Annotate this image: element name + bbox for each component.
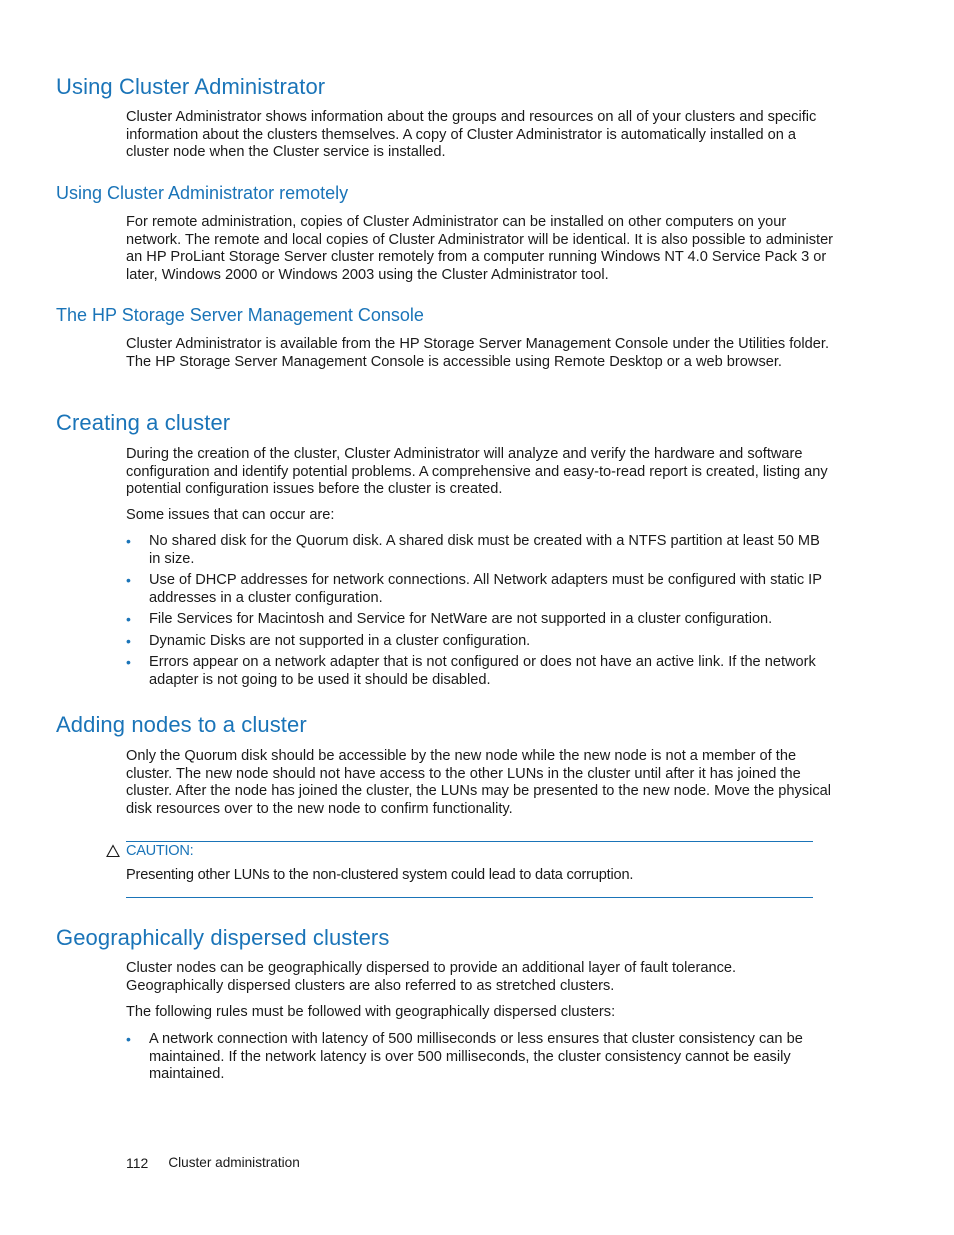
list-item [126, 1031, 826, 1084]
list-item [126, 572, 826, 607]
paragraph-using-cluster-administrator: Cluster Administrator shows information about the groups and resources on all of your clusters and specific information about the clusters themselves. A copy of Cluster Administrator is automatically installed on a cluster node when the Cluster service is installed. [126, 109, 817, 160]
bullet-dot-icon: • [126, 572, 131, 588]
list-item-text: A network connection with latency of 500 milliseconds or less ensures that cluster consistency can be maintained. If the network latency is over 500 milliseconds, the cluster consistency cannot be easily maintained. [149, 1031, 803, 1082]
list-item-text: Errors appear on a network adapter that is not configured or does not have an active link. If the network adapter is not going to be used it should be disabled. [149, 654, 816, 688]
chapter-title: Cluster administration [168, 1155, 300, 1170]
bullet-dot-icon: • [126, 654, 131, 670]
caution-triangle-icon [106, 844, 120, 858]
bullet-dot-icon: • [126, 632, 131, 649]
page-number: 112 [126, 1155, 149, 1171]
bullet-dot-icon: • [126, 533, 131, 549]
heading-using-cluster-administrator: Using Cluster Administrator [56, 74, 326, 99]
caution-bottom-rule [126, 897, 813, 898]
caution-top-rule [126, 841, 813, 842]
paragraph-management-console: Cluster Administrator is available from the HP Storage Server Management Console under the Utilities folder. The HP Storage Server Management Console is accessible using Remote Desktop or a web browser. [126, 336, 830, 370]
list-item-text: Use of DHCP addresses for network connections. All Network adapters must be configured with static IP addresses in a cluster configuration. [149, 572, 822, 606]
page-footer [126, 1155, 300, 1171]
list-item [126, 654, 826, 689]
heading-remote: Using Cluster Administrator remotely [56, 183, 349, 203]
rules-list [126, 1031, 826, 1084]
paragraph-adding-nodes: Only the Quorum disk should be accessible by the new node while the new node is not a member of the cluster. The new node should not have access to the other LUNs in the cluster until after it has joined the cluster. After the node has joined the cluster, the LUNs may be presented to the new node. Move the physical disk resources over to the new node to confirm functionality. [126, 748, 831, 817]
issues-list [126, 533, 826, 689]
heading-creating-cluster: Creating a cluster [56, 410, 231, 435]
paragraph-rules-intro: The following rules must be followed with geographically dispersed clusters: [126, 1004, 616, 1020]
bullet-dot-icon: • [126, 1031, 131, 1047]
paragraph-geographically-dispersed: Cluster nodes can be geographically dispersed to provide an additional layer of fault tolerance. Geographically dispersed clusters are also referred to as stretched clusters. [126, 960, 737, 994]
bullet-dot-icon: • [126, 611, 131, 627]
list-item [126, 611, 826, 629]
paragraph-remote: For remote administration, copies of Cluster Administrator can be installed on other computers on your network. The remote and local copies of Cluster Administrator will be identical. It is also possible to administer an HP ProLiant Storage Server cluster remotely from a computer running Windows NT 4.0 Service Pack 3 or later, Windows 2000 or Windows 2003 using the Cluster Administrator tool. [126, 214, 834, 283]
list-item-text: No shared disk for the Quorum disk. A shared disk must be created with a NTFS partition at least 50 MB in size. [149, 533, 820, 567]
list-item [126, 533, 826, 568]
heading-adding-nodes: Adding nodes to a cluster [56, 712, 307, 737]
list-item [126, 633, 826, 651]
list-item-text: File Services for Macintosh and Service for NetWare are not supported in a cluster configuration. [149, 611, 773, 627]
heading-management-console: The HP Storage Server Management Console [56, 305, 424, 325]
paragraph-creating-cluster: During the creation of the cluster, Cluster Administrator will analyze and verify the hardware and software configuration and identify potential problems. A comprehensive and easy-to-read report is created, listing any potential configuration issues before the cluster is created. [126, 446, 828, 497]
heading-geographically-dispersed: Geographically dispersed clusters [56, 925, 390, 950]
paragraph-issues-intro: Some issues that can occur are: [126, 507, 335, 523]
caution-label: CAUTION: [126, 843, 194, 859]
list-item-text: Dynamic Disks are not supported in a cluster configuration. [149, 632, 531, 649]
caution-text: Presenting other LUNs to the non-clustered system could lead to data corruption. [126, 867, 634, 883]
caution-header [106, 843, 193, 859]
